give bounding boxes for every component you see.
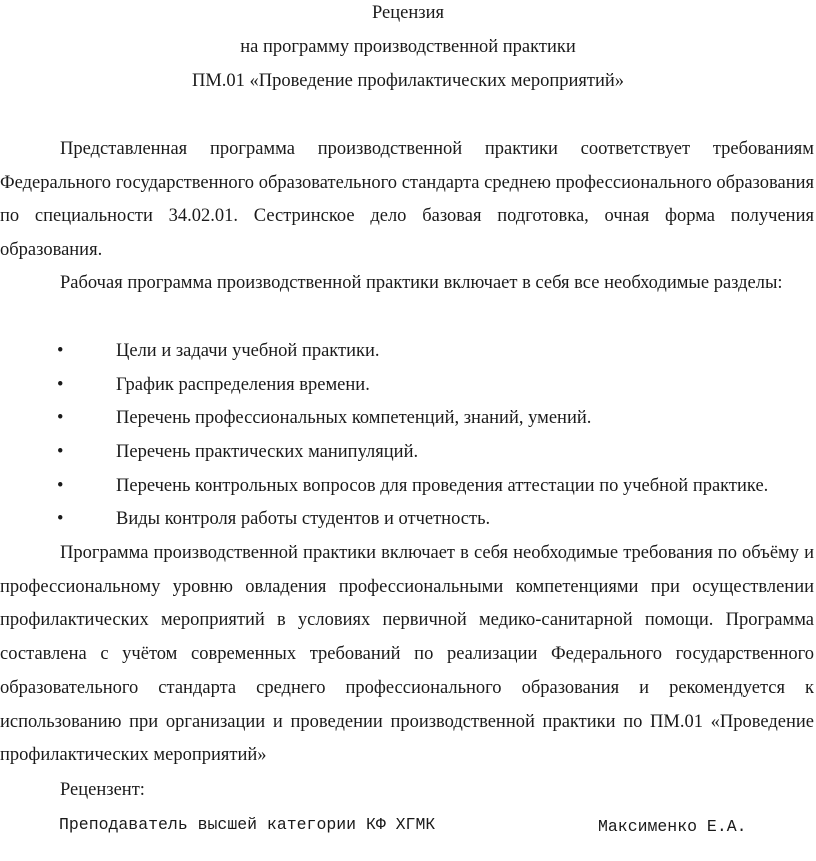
reviewer-name: Максименко Е.А.: [598, 817, 747, 836]
bullet-icon: •: [57, 509, 64, 530]
bullet-icon: •: [57, 341, 64, 361]
list-item: [0, 503, 816, 537]
document-subtitle: на программу производственной практики: [240, 37, 576, 57]
list-item: [0, 369, 816, 403]
list-item-text: Цели и задачи учебной практики.: [116, 341, 380, 361]
list-item: [0, 470, 816, 504]
reviewer-label: Рецензент:: [60, 780, 145, 800]
sections-list: [0, 335, 816, 537]
paragraph-requirements: Программа производственной практики включает в себя необходимые требования по объёму и профессиональному уровню овладения профессиональными компетенциями при осуществлении профилактических мероприятий в условиях первичной медико-санитарной помощи. Программа составлена с учётом современных требований по реализации Федерального государственного образовательного стандарта среднего профессионального образования и рекомендуется к использованию при организации и проведении производственной практики по ПМ.01 «Проведение профилактических мероприятий»: [0, 543, 814, 766]
reviewer-position: Преподаватель высшей категории КФ ХГМК: [59, 815, 436, 834]
paragraph-sections-intro: Рабочая программа производственной практики включает в себя все необходимые разделы:: [60, 273, 783, 293]
module-title: ПМ.01 «Проведение профилактических мероприятий»: [191, 71, 625, 91]
list-item-text: График распределения времени.: [116, 374, 370, 395]
paragraph-compliance: Представленная программа производственной практики соответствует требованиям Федерального государственного образовательного стандарта среднею профессионального образования по специальности 34.02.01. Сестринское дело базовая подготовка, очная форма получения образования.: [0, 139, 814, 261]
list-item: [0, 402, 816, 436]
list-item: [0, 335, 816, 369]
document-title: Рецензия: [372, 3, 444, 23]
bullet-icon: •: [57, 442, 64, 463]
list-item-text: Перечень контрольных вопросов для проведения аттестации по учебной практике.: [116, 475, 769, 496]
bullet-icon: •: [57, 374, 64, 395]
bullet-icon: •: [57, 408, 64, 429]
bullet-icon: •: [57, 475, 64, 496]
list-item: [0, 436, 816, 470]
list-item-text: Перечень профессиональных компетенций, знаний, умений.: [116, 408, 592, 429]
list-item-text: Виды контроля работы студентов и отчетность.: [116, 509, 491, 530]
list-item-text: Перечень практических манипуляций.: [116, 442, 419, 463]
